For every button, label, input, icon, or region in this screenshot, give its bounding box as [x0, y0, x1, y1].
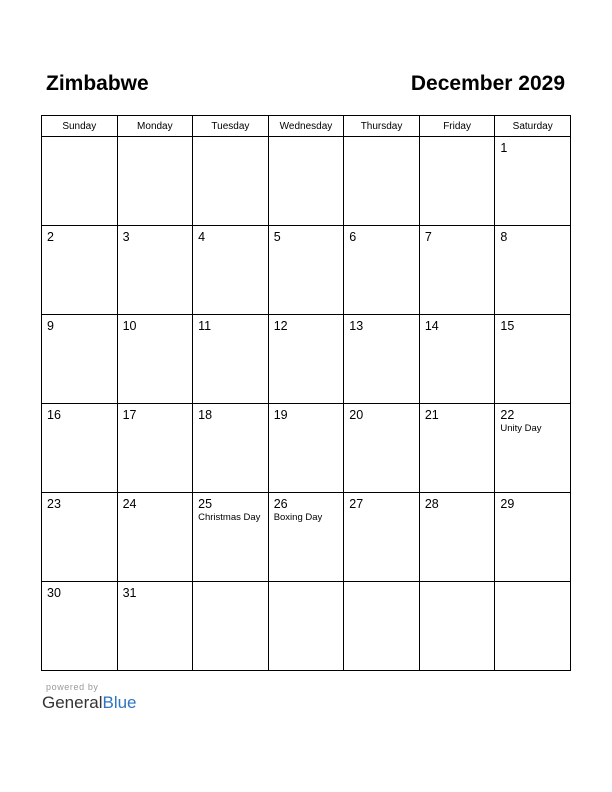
day-number: 14 [424, 319, 439, 333]
month-title: December 2029 [410, 72, 565, 95]
day-cell [42, 315, 118, 404]
day-number: 29 [500, 497, 515, 511]
day-number: 4 [198, 230, 206, 244]
day-cell [344, 137, 420, 226]
day-number: 28 [424, 497, 439, 511]
day-cell [268, 137, 344, 226]
day-number: 23 [47, 497, 61, 511]
day-cell [419, 582, 495, 671]
day-number: 16 [47, 408, 61, 422]
day-number: 13 [349, 319, 364, 333]
week-row [42, 404, 571, 493]
day-cell [495, 582, 571, 671]
day-cell [193, 493, 269, 582]
day-number: 11 [198, 319, 212, 333]
day-cell [193, 582, 269, 671]
day-number: 30 [47, 586, 61, 600]
brand-logo[interactable] [42, 693, 137, 713]
day-cell [117, 137, 193, 226]
day-number: 27 [349, 497, 364, 511]
day-cell [344, 226, 420, 315]
day-cell [344, 493, 420, 582]
day-cell [344, 404, 420, 493]
day-number: 8 [500, 230, 508, 244]
day-cell [117, 315, 193, 404]
day-cell [268, 315, 344, 404]
day-cell [495, 404, 571, 493]
day-cell [495, 226, 571, 315]
week-row [42, 315, 571, 404]
day-cell [344, 315, 420, 404]
day-cell [344, 582, 420, 671]
weekday-header: Tuesday [193, 116, 269, 137]
day-cell [42, 582, 118, 671]
day-number: 2 [47, 230, 54, 244]
weekday-header: Thursday [344, 116, 420, 137]
day-cell [193, 315, 269, 404]
weekday-header: Wednesday [268, 116, 344, 137]
week-row [42, 582, 571, 671]
day-cell [268, 493, 344, 582]
day-cell [268, 226, 344, 315]
day-number: 10 [122, 319, 137, 333]
weekday-header: Friday [419, 116, 495, 137]
day-cell [117, 404, 193, 493]
calendar-grid [41, 115, 571, 671]
day-number: 21 [424, 408, 439, 422]
day-number: 17 [122, 408, 137, 422]
day-cell [419, 404, 495, 493]
day-number: 3 [122, 230, 130, 244]
day-number: 5 [273, 230, 281, 244]
holiday-label: Unity Day [500, 423, 542, 434]
day-cell [42, 226, 118, 315]
day-number: 12 [273, 319, 288, 333]
day-number: 18 [198, 408, 213, 422]
day-cell [117, 582, 193, 671]
week-row [42, 226, 571, 315]
day-cell [495, 137, 571, 226]
day-cell [419, 315, 495, 404]
day-cell [193, 137, 269, 226]
day-cell [193, 226, 269, 315]
country-title: Zimbabwe [46, 72, 149, 95]
day-cell [495, 315, 571, 404]
week-row [42, 137, 571, 226]
day-cell [42, 137, 118, 226]
day-cell [117, 493, 193, 582]
day-number: 15 [500, 319, 515, 333]
day-number: 6 [349, 230, 357, 244]
day-cell [268, 582, 344, 671]
day-cell [268, 404, 344, 493]
day-number: 19 [273, 408, 288, 422]
weekday-header: Saturday [495, 116, 571, 137]
day-cell [42, 404, 118, 493]
day-cell [193, 404, 269, 493]
day-number: 9 [47, 319, 54, 333]
day-cell [495, 493, 571, 582]
day-number: 20 [349, 408, 364, 422]
day-number: 22 [500, 408, 515, 422]
day-cell [117, 226, 193, 315]
brand-blue-text: Blue [102, 693, 137, 712]
brand-general-text: General [42, 693, 103, 712]
powered-by-label: powered by [46, 682, 99, 692]
day-cell [419, 137, 495, 226]
day-number: 26 [273, 497, 288, 511]
day-cell [42, 493, 118, 582]
day-number: 7 [424, 230, 432, 244]
day-number: 25 [198, 497, 213, 511]
day-cell [419, 493, 495, 582]
week-row [42, 493, 571, 582]
holiday-label: Christmas Day [198, 512, 261, 523]
weekday-header: Monday [117, 116, 193, 137]
day-number: 31 [122, 586, 137, 600]
day-cell [419, 226, 495, 315]
weekday-header-row [42, 116, 571, 137]
holiday-label: Boxing Day [273, 512, 323, 523]
weekday-header: Sunday [42, 116, 118, 137]
day-number: 1 [500, 141, 508, 155]
day-number: 24 [122, 497, 137, 511]
